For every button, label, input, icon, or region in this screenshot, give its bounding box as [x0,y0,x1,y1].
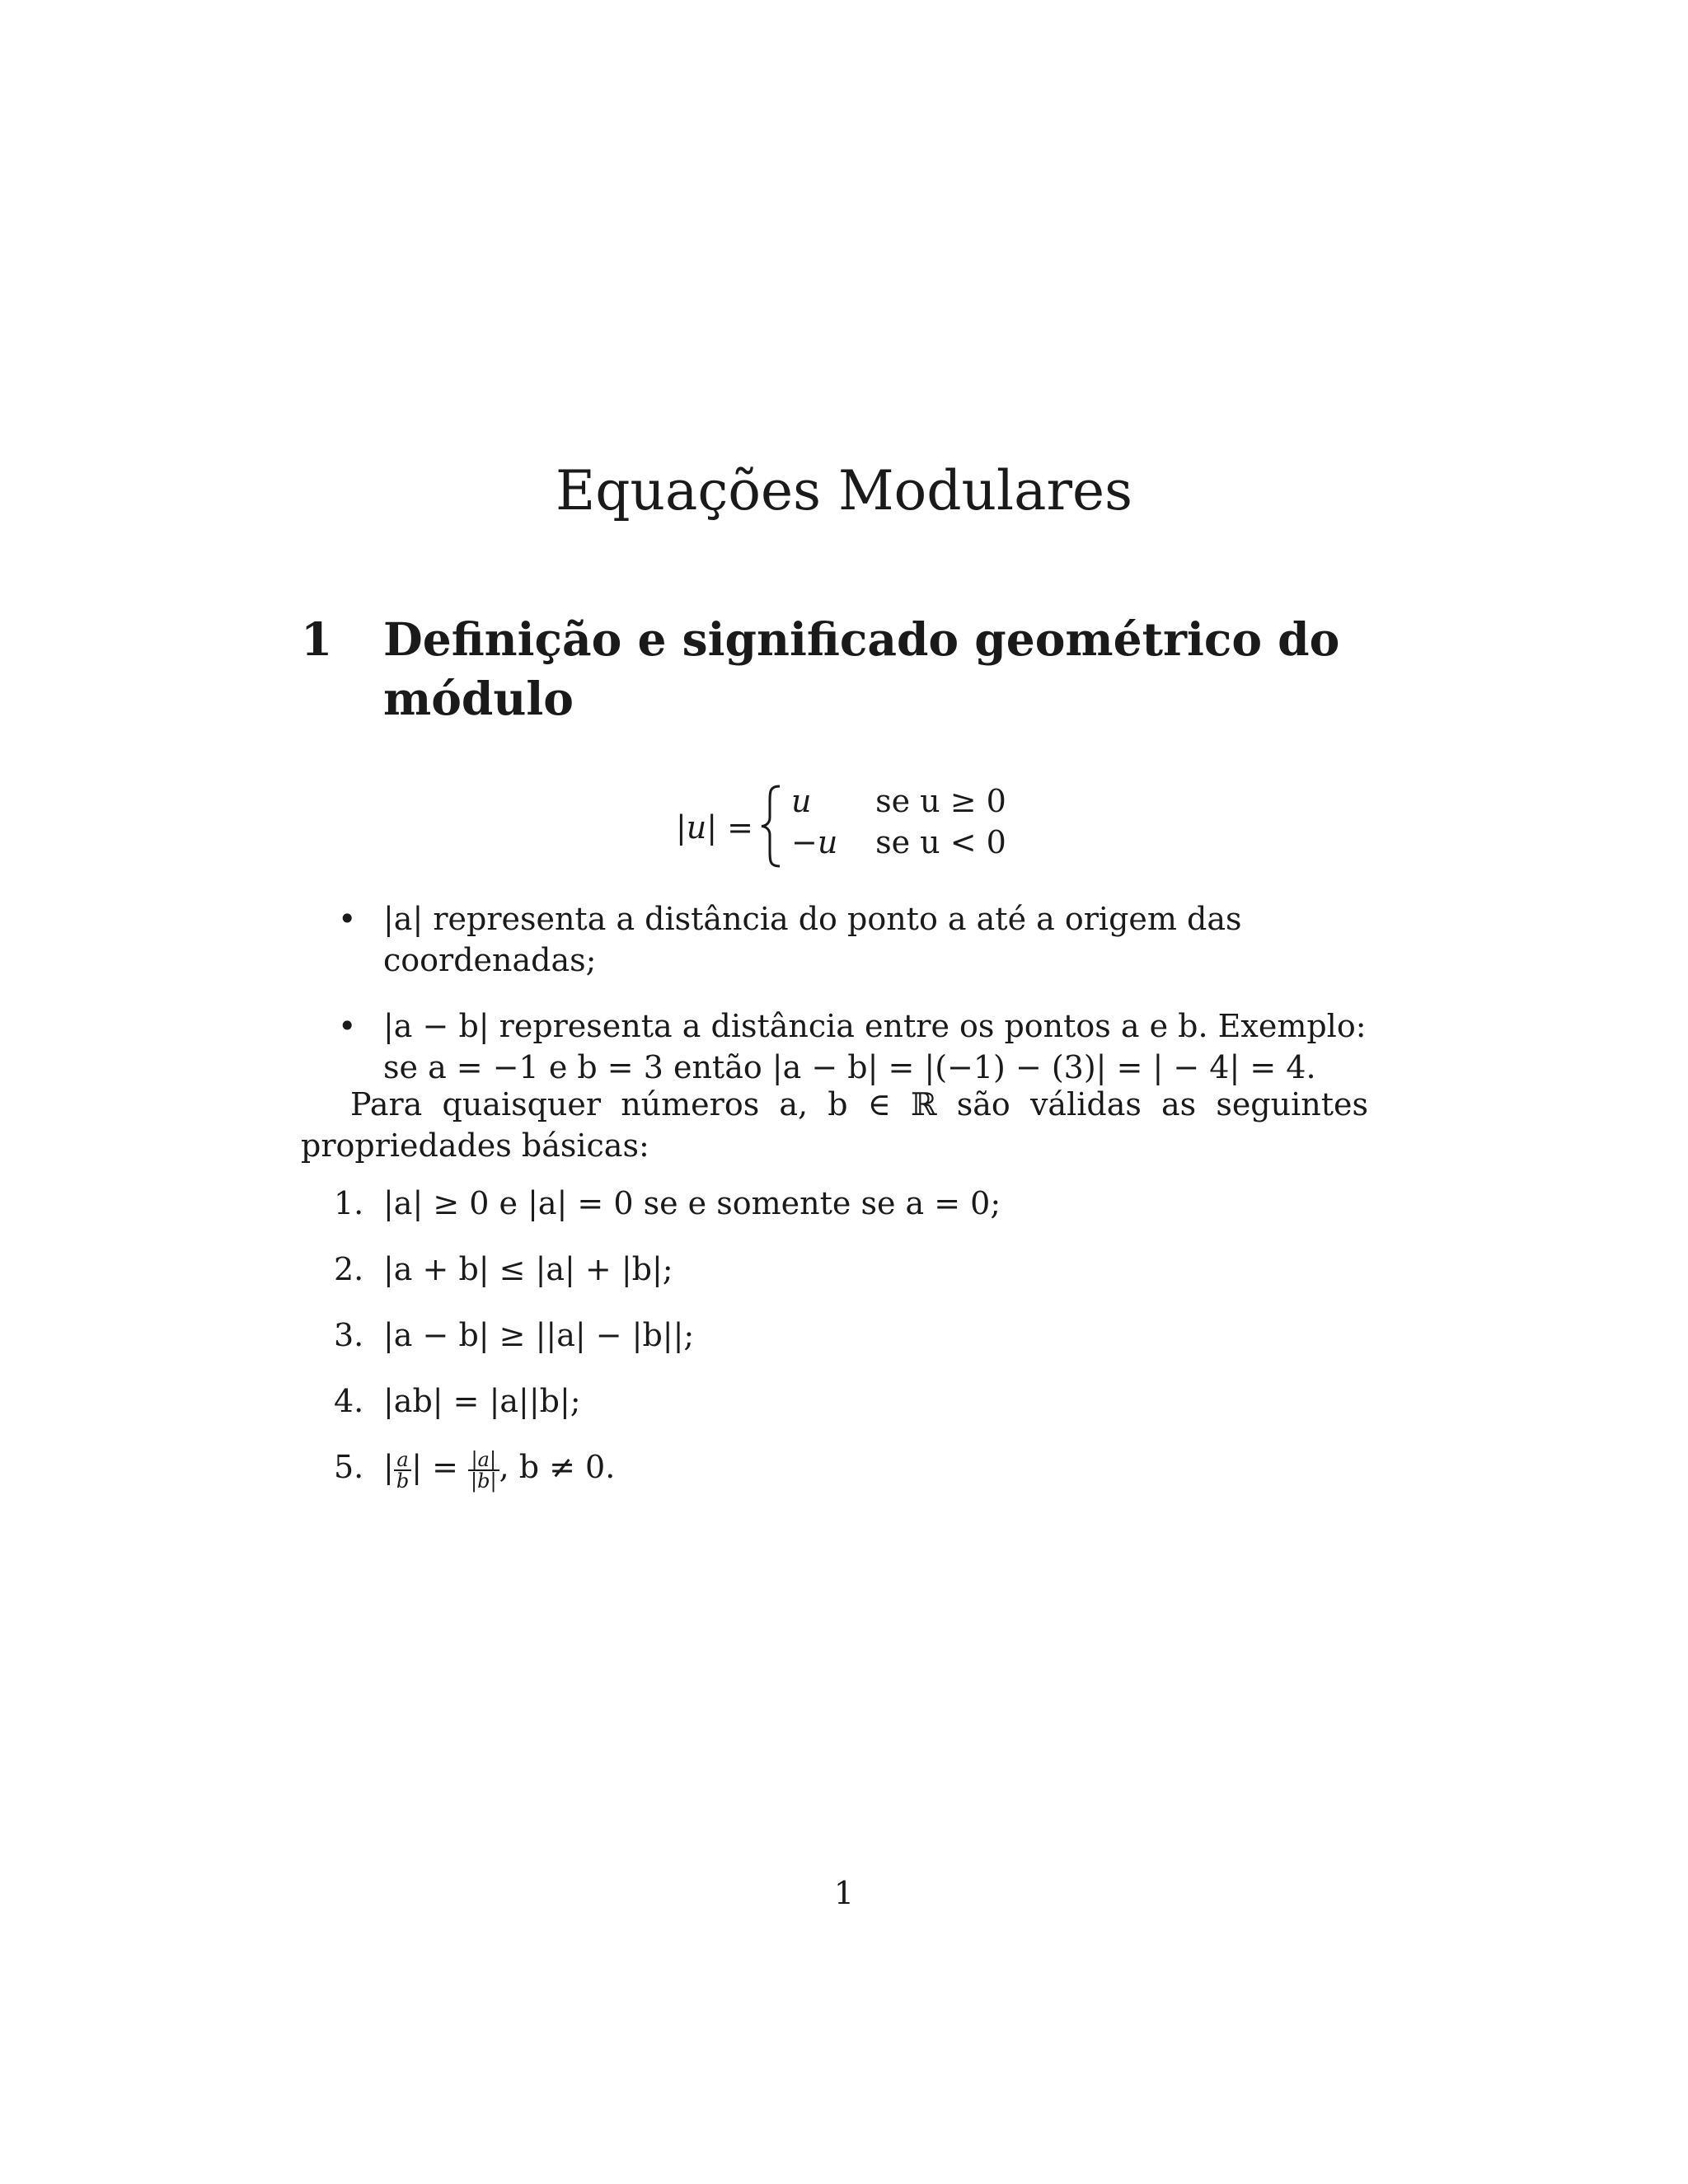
abs-bar-close: | = [411,1449,458,1485]
fraction-denominator: |b| [471,1469,497,1493]
properties-list [334,1183,1368,1516]
item-number: 1. [334,1185,364,1221]
brace-icon [758,783,783,869]
fraction-numerator: a [394,1450,411,1471]
list-item [338,1005,1368,1088]
bullet-icon: • [338,901,357,937]
bullet-icon: • [338,1008,357,1044]
list-item [334,1183,1368,1224]
properties-intro-paragraph: Para quaisquer números a, b ∈ ℝ são válidas as seguintes propriedades básicas: [301,1086,1368,1164]
bullet-text: |a − b| representa a distância entre os pontos a e b. Exemplo: se a = −1 e b = 3 então |a − b| = |(−1) − (3)| = | − 4| = 4. [383,1008,1367,1085]
property-text: |a + b| ≤ |a| + |b|; [383,1251,673,1287]
page-number: 1 [833,1875,855,1911]
property-5-tail: , b ≠ 0. [499,1449,616,1485]
definition-case-1 [791,783,1006,819]
list-item [334,1380,1368,1422]
definition-case-2 [791,824,1006,860]
abs-bar-open: | [383,1449,394,1485]
item-number: 5. [334,1449,364,1485]
bullet-text: |a| representa a distância do ponto a até a origem das coordenadas; [383,901,1242,978]
property-text: |ab| = |a||b|; [383,1383,581,1419]
case-2-value: −u [791,824,838,860]
section-number: 1 [301,612,333,666]
fraction-abs-a-over-abs-b [468,1447,499,1493]
fraction-a-over-b [394,1447,411,1493]
item-number: 2. [334,1251,364,1287]
section-title: Definição e significado geométrico do módulo [383,612,1340,725]
list-item [338,898,1368,981]
list-item [334,1446,1368,1493]
property-text: |a − b| ≥ ||a| − |b||; [383,1317,695,1353]
case-1-condition: se u ≥ 0 [875,783,1006,819]
fraction-numerator: |a| [468,1450,499,1471]
definition-lhs: |u| = [676,809,753,846]
property-5-formula [383,1447,616,1493]
item-number: 3. [334,1317,364,1353]
property-text: |a| ≥ 0 e |a| = 0 se e somente se a = 0; [383,1185,1001,1221]
case-2-condition: se u < 0 [875,824,1006,860]
list-item [334,1249,1368,1290]
section-heading [301,610,1389,729]
page-title: Equações Modulares [556,459,1132,523]
bullet-list [338,898,1368,1113]
case-1-value: u [791,783,812,819]
item-number: 4. [334,1383,364,1419]
fraction-denominator: b [396,1469,410,1493]
list-item [334,1315,1368,1356]
